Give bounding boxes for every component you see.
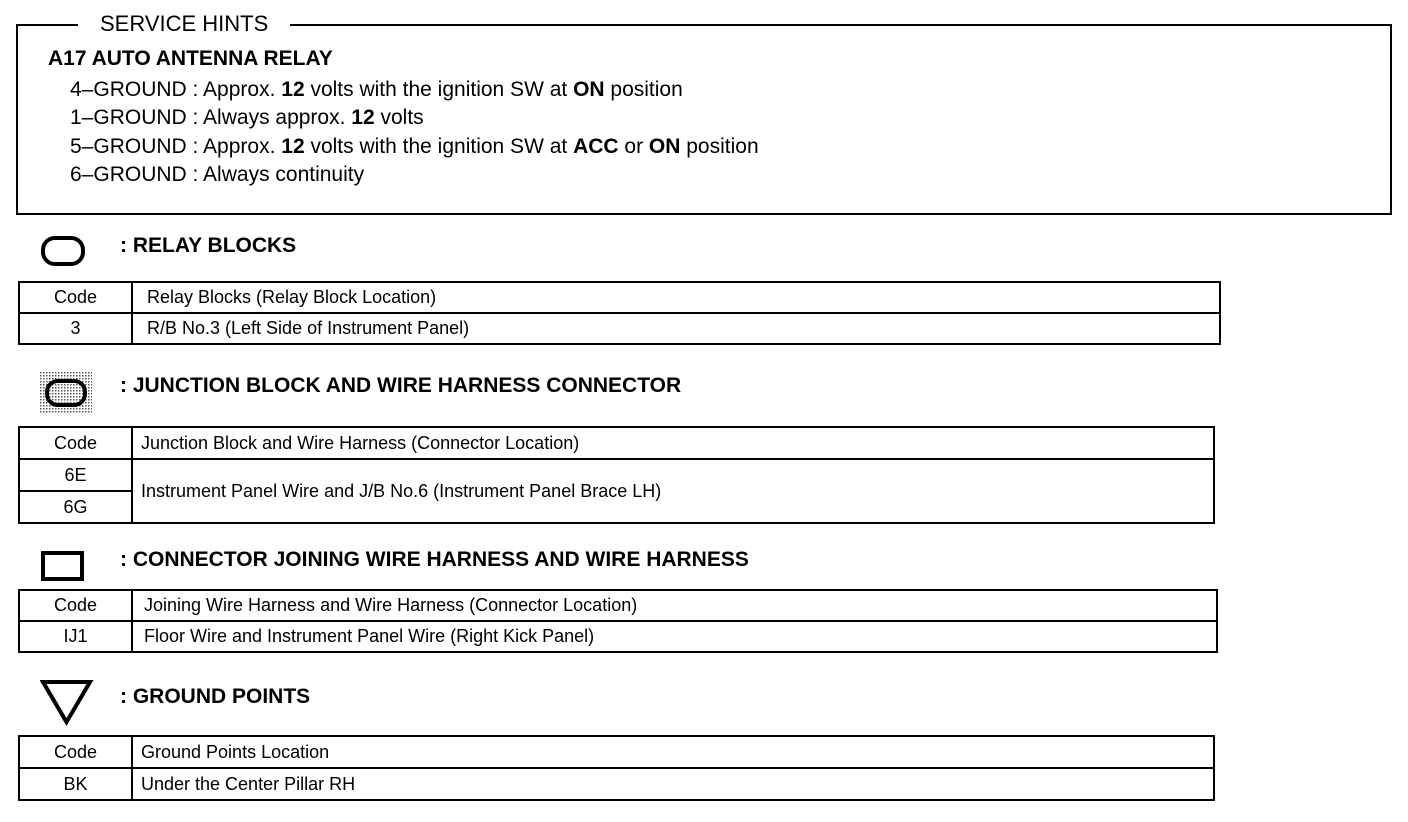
code-cell: 3 [19, 313, 132, 344]
description-cell: R/B No.3 (Left Side of Instrument Panel) [132, 313, 1220, 344]
code-header: Code [19, 736, 132, 768]
table-row [19, 768, 1214, 800]
description-header: Ground Points Location [132, 736, 1214, 768]
relay-blocks-table [18, 281, 1221, 345]
table-header-row [19, 282, 1220, 313]
hint-line-5-ground: 5–GROUND : Approx. 12 volts with the ignition SW at ACC or ON position [70, 135, 759, 158]
code-cell: 6E [19, 459, 132, 491]
description-cell: Instrument Panel Wire and J/B No.6 (Instrument Panel Brace LH) [132, 459, 1214, 523]
service-hints-title: SERVICE HINTS [78, 10, 290, 38]
hint-line-6-ground: 6–GROUND : Always continuity [70, 163, 365, 186]
code-cell: IJ1 [19, 621, 132, 652]
description-header: Joining Wire Harness and Wire Harness (Connector Location) [132, 590, 1217, 621]
code-header: Code [19, 282, 132, 313]
description-header: Relay Blocks (Relay Block Location) [132, 282, 1220, 313]
shaded-rounded-rectangle-icon [40, 372, 96, 416]
table-row [19, 313, 1220, 344]
description-cell: Under the Center Pillar RH [132, 768, 1214, 800]
hint-line-4-ground: 4–GROUND : Approx. 12 volts with the ignition SW at ON position [70, 78, 683, 101]
table-header-row [19, 736, 1214, 768]
connectors-heading: : CONNECTOR JOINING WIRE HARNESS AND WIRE HARNESS [120, 548, 749, 571]
code-cell: BK [19, 768, 132, 800]
rounded-rectangle-outline-icon [40, 234, 88, 268]
table-row [19, 621, 1217, 652]
junction-blocks-table [18, 426, 1215, 524]
ground-points-heading: : GROUND POINTS [120, 685, 311, 708]
junction-blocks-heading: : JUNCTION BLOCK AND WIRE HARNESS CONNECTOR [120, 374, 682, 397]
downward-triangle-icon [40, 678, 94, 726]
description-cell: Floor Wire and Instrument Panel Wire (Right Kick Panel) [132, 621, 1217, 652]
ground-points-table [18, 735, 1215, 801]
description-header: Junction Block and Wire Harness (Connector Location) [132, 427, 1214, 459]
table-row [19, 459, 1214, 491]
code-header: Code [19, 590, 132, 621]
table-header-row [19, 590, 1217, 621]
hint-line-1-ground: 1–GROUND : Always approx. 12 volts [70, 106, 424, 129]
relay-blocks-heading: : RELAY BLOCKS [120, 234, 297, 257]
table-header-row [19, 427, 1214, 459]
code-header: Code [19, 427, 132, 459]
relay-name: A17 AUTO ANTENNA RELAY [48, 47, 333, 70]
connectors-table [18, 589, 1218, 653]
rectangle-outline-icon [40, 549, 86, 583]
code-cell: 6G [19, 491, 132, 523]
